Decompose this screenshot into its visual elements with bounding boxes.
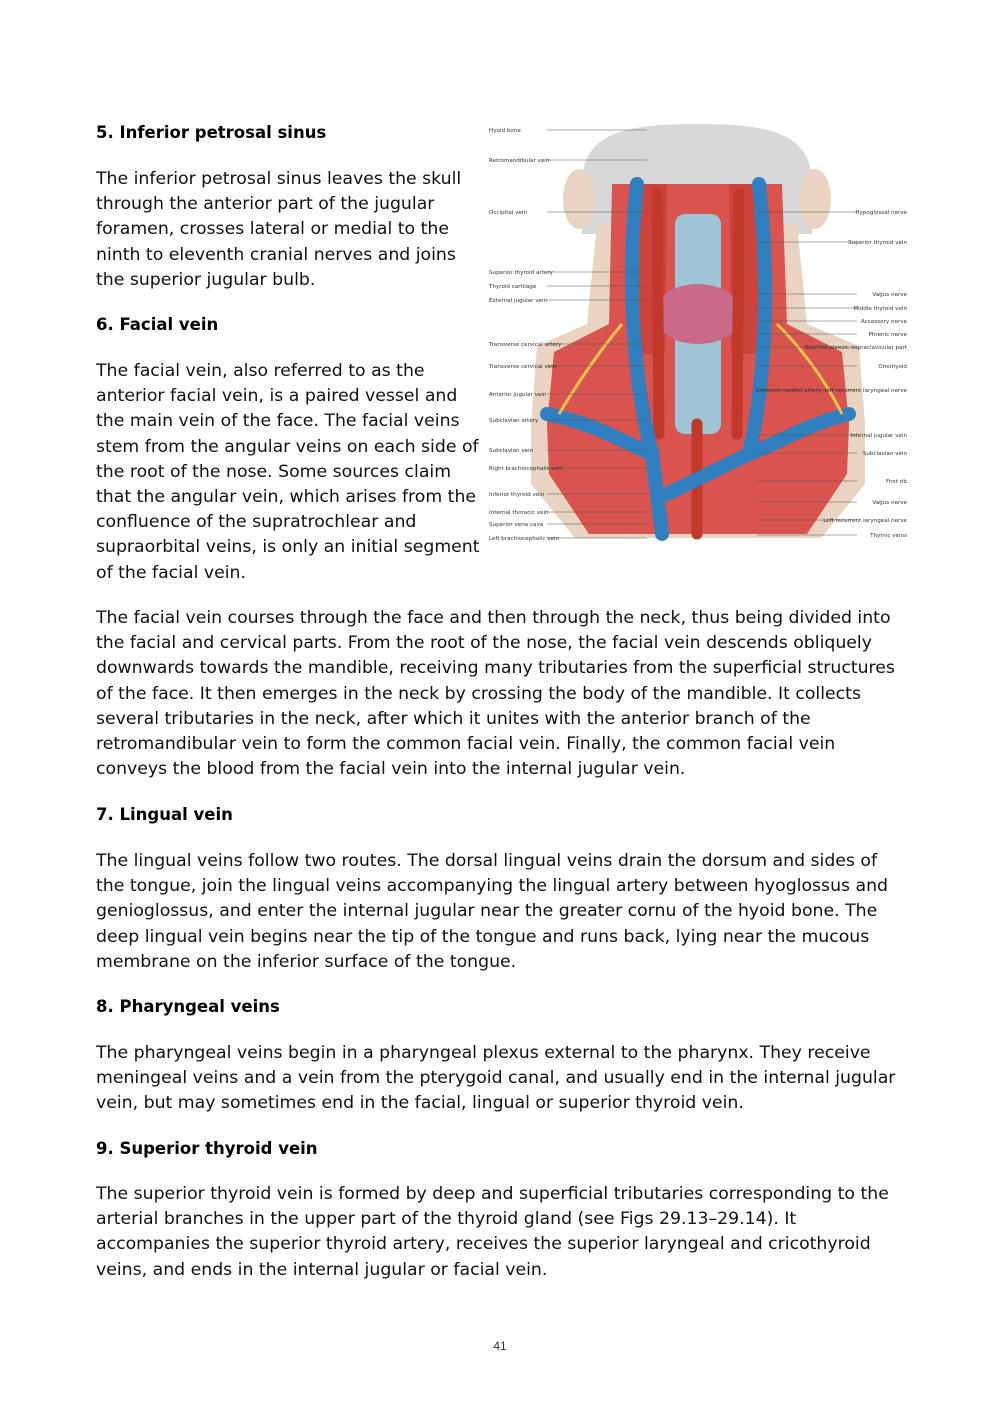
- figure-label-left-3: Superior thyroid artery: [489, 270, 553, 276]
- figure-label-right-4: Accessory nerve: [861, 319, 907, 325]
- section-heading-facial-vein: 6. Facial vein: [96, 315, 219, 334]
- neck-veins-figure: [487, 124, 909, 544]
- figure-label-right-10: Subclavian vein: [862, 451, 907, 457]
- figure-label-right-9: Internal jugular vein: [850, 433, 907, 439]
- figure-label-left-2: Occipital vein: [489, 210, 528, 216]
- page-number: 41: [493, 1339, 507, 1353]
- figure-label-right-5: Phrenic nerve: [868, 332, 907, 338]
- figure-label-right-0: Hypoglossal nerve: [855, 210, 907, 216]
- figure-label-right-7: Omohyoid: [878, 364, 907, 370]
- section-heading-superior-thyroid-vein: 9. Superior thyroid vein: [96, 1139, 318, 1158]
- figure-label-right-2: Vagus nerve: [872, 292, 907, 298]
- figure-label-left-6: Transverse cervical artery: [489, 342, 562, 348]
- section-heading-inferior-petrosal-sinus: 5. Inferior petrosal sinus: [96, 123, 327, 142]
- figure-label-left-4: Thyroid cartilage: [489, 284, 537, 290]
- figure-label-right-1: Superior thyroid vein: [848, 240, 907, 246]
- paragraph-facial-vein-intro: The facial vein, also referred to as the anterior facial vein, is a paired vessel and the main vein of the face. The facial veins stem from the angular veins on each side of the root of the nose. Some sources claim that the angular vein, which arises from the confluence of the supratrochlear and supraorbital veins, is only an initial segment of the facial vein.: [96, 361, 480, 583]
- paragraph-lingual-vein: The lingual veins follow two routes. The dorsal lingual veins drain the dorsum and sides of the tongue, join the lingual veins accompanying the lingual artery between hyoglossus and genioglossus, and enter the internal jugular near the greater cornu of the hyoid bone. The deep lingual vein begins near the tip of the tongue and runs back, lying near the mucous membrane on the inferior surface of the tongue.: [96, 851, 889, 972]
- paragraph-pharyngeal-veins: The pharyngeal veins begin in a pharyngeal plexus external to the pharynx. They receive meningeal veins and a vein from the pterygoid canal, and usually end in the internal jugular vein, but may sometimes end in the facial, lingual or superior thyroid vein.: [96, 1043, 896, 1114]
- figure-label-right-6: Brachial plexus, supraclavicular part: [804, 345, 907, 351]
- figure-label-left-1: Retromandibular vein: [489, 158, 550, 164]
- right-ear: [799, 169, 831, 229]
- paragraph-superior-thyroid-vein: The superior thyroid vein is formed by deep and superficial tributaries corresponding to the arterial branches in the upper part of the thyroid gland (see Figs 29.13–29.14). It accompanies the superior thyroid artery, receives the superior laryngeal and cricothyroid veins, and ends in the internal jugular or facial vein.: [96, 1184, 889, 1280]
- figure-label-right-8: Common carotid artery, left recurrent laryngeal nerve: [755, 388, 907, 394]
- figure-label-left-11: Right brachiocephalic vein: [489, 466, 564, 472]
- section-heading-lingual-vein: 7. Lingual vein: [96, 805, 233, 824]
- section-heading-pharyngeal-veins: 8. Pharyngeal veins: [96, 997, 280, 1016]
- figure-label-left-13: Internal thoracic vein: [489, 510, 549, 516]
- thyroid-gland: [654, 284, 742, 344]
- figure-label-left-12: Inferior thyroid vein: [489, 492, 545, 498]
- figure-label-left-15: Left brachiocephalic vein: [489, 536, 560, 542]
- figure-label-left-10: Subclavian vein: [489, 448, 534, 454]
- figure-label-left-0: Hyoid bone: [489, 128, 521, 134]
- figure-label-right-14: Thymic veins: [870, 533, 907, 539]
- right-carotid-artery: [657, 194, 659, 434]
- figure-label-left-9: Subclavian artery: [489, 418, 539, 424]
- figure-label-right-12: Vagus nerve: [872, 500, 907, 506]
- neck-veins-anatomy-illustration: [487, 124, 909, 544]
- paragraph-inferior-petrosal-sinus: The inferior petrosal sinus leaves the skull through the anterior part of the jugular foramen, crosses lateral or medial to the ninth to eleventh cranial nerves and joins the superior jugular bulb.: [96, 169, 462, 290]
- figure-label-left-7: Transverse cervical vein: [489, 364, 557, 370]
- figure-label-right-13: Left recurrent laryngeal nerve: [823, 518, 907, 524]
- left-ear: [563, 169, 595, 229]
- left-carotid-artery: [737, 194, 739, 434]
- figure-label-left-8: Anterior jugular vein: [489, 392, 547, 398]
- figure-label-left-14: Superior vena cava: [489, 522, 544, 528]
- figure-label-left-5: External jugular vein: [489, 298, 548, 304]
- figure-label-right-3: Middle thyroid vein: [853, 306, 907, 312]
- paragraph-facial-vein-course: The facial vein courses through the face and then through the neck, thus being divided into the facial and cervical parts. From the root of the nose, the facial vein descends obliquely downwards towards the mandible, receiving many tributaries from the superficial structures of the face. It then emerges in the neck by crossing the body of the mandible. It collects several tributaries in the neck, after which it unites with the anterior branch of the retromandibular vein to form the common facial vein. Finally, the common facial vein conveys the blood from the facial vein into the internal jugular vein.: [96, 608, 895, 780]
- figure-label-right-11: First rib: [886, 479, 907, 485]
